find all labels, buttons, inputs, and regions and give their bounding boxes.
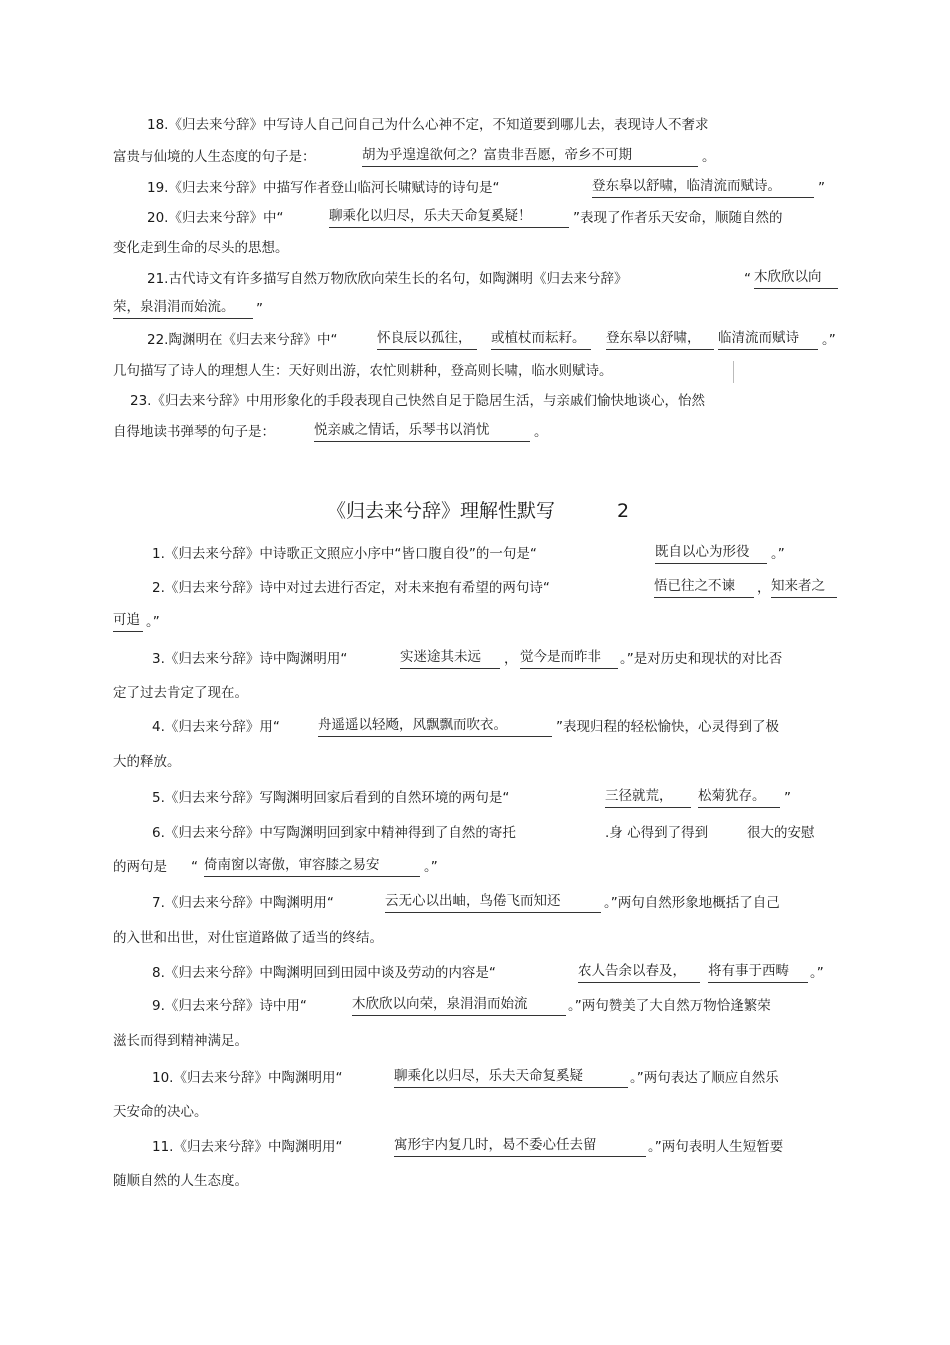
answer-blank: 松菊犹存。	[698, 787, 780, 808]
question-1: 1.《归去来兮辞》中诗歌正文照应小序中“皆口腹自役”的一句是“ 既自以心为形役 。”	[152, 544, 785, 562]
answer-blank: 悟已往之不谏	[654, 577, 754, 598]
answer-blank: 登东皋以舒啸，	[606, 329, 714, 350]
answer-blank: 胡为乎遑遑欲何之？富贵非吾愿，帝乡不可期	[362, 146, 698, 167]
answer-blank: 荣，泉涓涓而始流。	[113, 298, 253, 319]
answer-blank: 既自以心为形役	[655, 543, 767, 564]
answer-blank: 或植杖而耘耔。	[491, 329, 591, 350]
answer-blank: 实迷途其未远	[400, 648, 500, 669]
question-7-line-1: 7.《归去来兮辞》中陶渊明用“ 云无心以出岫，鸟倦飞而知还 。”两句自然形象地概括了自己	[152, 893, 780, 911]
answer-blank: 怀良辰以孤往，	[377, 329, 477, 350]
answer-blank: 农人告余以春及，	[578, 962, 700, 983]
question-4-line-2: 大的释放。	[113, 754, 181, 770]
question-2-line-2: 可追 。”	[113, 612, 160, 630]
question-2-line-1: 2.《归去来兮辞》诗中对过去进行否定，对未来抱有希望的两句诗“ 悟已往之不谏 ， 知来者之	[0, 577, 950, 599]
question-4-line-1: 4.《归去来兮辞》用“ 舟遥遥以轻飏，风飘飘而吹衣。 ”表现归程的轻松愉快，心灵得到了极	[152, 717, 779, 735]
answer-blank: 聊乘化以归尽，乐夫天命复奚疑	[394, 1067, 628, 1088]
question-22-line-1: 22.陶渊明在《归去来兮辞》中“ 怀良辰以孤往， 或植杖而耘耔。 登东皋以舒啸， 临清流而赋诗 。”	[147, 330, 836, 348]
question-21-line-2: 荣，泉涓涓而始流。 ”	[113, 299, 263, 317]
question-20-line-1: 20.《归去来兮辞》中“ 聊乘化以归尽，乐夫天命复奚疑！ ”表现了作者乐天安命，顺随自然的	[147, 208, 783, 226]
question-19: 19.《归去来兮辞》中描写作者登山临河长啸赋诗的诗句是“ 登东皋以舒啸，临清流而赋诗。 ”	[147, 178, 825, 196]
answer-blank: 觉今是而昨非	[520, 648, 618, 669]
question-9-line-2: 滋长而得到精神满足。	[113, 1033, 248, 1049]
question-3-line-1: 3.《归去来兮辞》诗中陶渊明用“ 实迷途其未远 ， 觉今是而昨非 。”是对历史和现状的对比否	[152, 649, 783, 667]
question-10-line-2: 天安命的决心。	[113, 1104, 208, 1120]
question-6-line-2: 的两句是 “ 倚南窗以寄傲，审容膝之易安 。”	[113, 857, 438, 875]
question-3-line-2: 定了过去肯定了现在。	[113, 685, 248, 701]
question-5: 5.《归去来兮辞》写陶渊明回家后看到的自然环境的两句是“ 三径就荒， 松菊犹存。 ”	[152, 788, 791, 806]
question-8: 8.《归去来兮辞》中陶渊明回到田园中谈及劳动的内容是“ 农人告余以春及， 将有事于西畴 。”	[152, 963, 824, 981]
question-23-line-1: 23.《归去来兮辞》中用形象化的手段表现自己快然自足于隐居生活，与亲戚们愉快地谈心，怡然	[130, 393, 705, 409]
answer-blank: 聊乘化以归尽，乐夫天命复奚疑！	[329, 207, 569, 228]
answer-blank: 可追	[113, 611, 143, 632]
question-22-line-2: 几句描写了诗人的理想人生：天好则出游，农忙则耕种，登高则长啸，临水则赋诗。	[113, 363, 613, 379]
answer-blank: 将有事于西畴	[708, 962, 808, 983]
section-title: 《归去来兮辞》理解性默写 2	[327, 500, 630, 522]
answer-blank: 倚南窗以寄傲，审容膝之易安	[204, 856, 420, 877]
answer-blank: 木欣欣以向	[754, 268, 838, 289]
question-21-line-1: 21.古代诗文有许多描写自然万物欣欣向荣生长的名句，如陶渊明《归去来兮辞》 “ 木欣欣以向	[0, 268, 950, 290]
answer-blank: 寓形宇内复几时，曷不委心任去留	[394, 1136, 646, 1157]
answer-blank: 知来者之	[771, 577, 837, 598]
answer-blank: 木欣欣以向荣，泉涓涓而始流	[352, 995, 566, 1016]
question-11-line-2: 随顺自然的人生态度。	[113, 1173, 248, 1189]
answer-blank: 三径就荒，	[605, 787, 691, 808]
answer-blank: 登东皋以舒啸，临清流而赋诗。	[592, 177, 814, 198]
question-20-line-2: 变化走到生命的尽头的思想。	[113, 240, 289, 256]
margin-mark	[733, 361, 734, 383]
answer-blank: 舟遥遥以轻飏，风飘飘而吹衣。	[318, 716, 552, 737]
question-6-line-1: 6.《归去来兮辞》中写陶渊明回到家中精神得到了自然的寄托 .身 心得到了得到 很大的安慰	[152, 825, 815, 841]
answer-blank: 云无心以出岫，鸟倦飞而知还	[385, 892, 601, 913]
answer-blank: 悦亲戚之情话，乐琴书以消忧	[314, 421, 530, 442]
question-23-line-2: 自得地读书弹琴的句子是： 悦亲戚之情话，乐琴书以消忧 。	[113, 422, 548, 440]
question-18-line-1: 18.《归去来兮辞》中写诗人自己问自己为什么心神不定，不知道要到哪儿去，表现诗人不奢求	[147, 117, 709, 133]
answer-blank: 临清流而赋诗	[718, 329, 818, 350]
question-9-line-1: 9.《归去来兮辞》诗中用“ 木欣欣以向荣，泉涓涓而始流 。”两句赞美了大自然万物恰逢繁荣	[152, 996, 771, 1014]
question-10-line-1: 10.《归去来兮辞》中陶渊明用“ 聊乘化以归尽，乐夫天命复奚疑 。”两句表达了顺应自然乐	[152, 1068, 779, 1086]
question-18-line-2: 富贵与仙境的人生态度的句子是： 胡为乎遑遑欲何之？富贵非吾愿，帝乡不可期 。	[113, 147, 716, 165]
question-11-line-1: 11.《归去来兮辞》中陶渊明用“ 寓形宇内复几时，曷不委心任去留 。”两句表明人生短暂要	[152, 1137, 784, 1155]
question-7-line-2: 的入世和出世，对仕宦道路做了适当的终结。	[113, 930, 383, 946]
